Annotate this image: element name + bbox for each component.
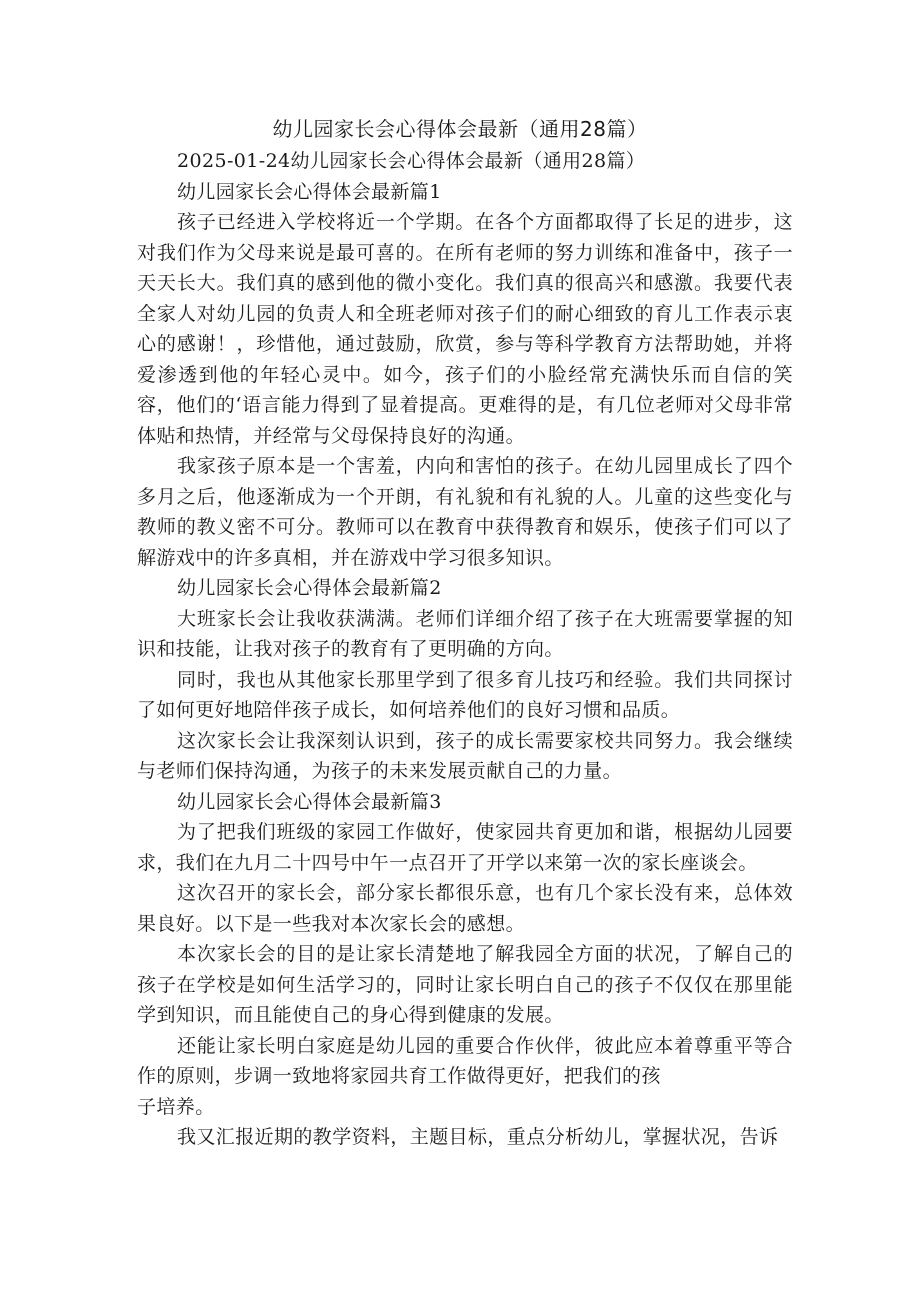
paragraph: 大班家长会让我收获满满。老师们详细介绍了孩子在大班需要掌握的知识和技能，让我对孩子的教育有了更明确的方向。 xyxy=(137,607,793,660)
paragraph: 孩子已经进入学校将近一个学期。在各个方面都取得了长足的进步，这对我们作为父母来说是最可喜的。在所有老师的努力训练和准备中，孩子一天天长大。我们真的感到他的微小变化。我们真的很高兴和感激。我要代表全家人对幼儿园的负责人和全班老师对孩子们的耐心细致的育儿工作表示衷心的感谢！，珍惜他，通过鼓励，欣赏，参与等科学教育方法帮助她，并将爱渗透到他的年轻心灵中。如今，孩子们的小脸经常充满快乐而自信的笑容，他们的‘语言能力得到了显着提高。更难得的是，有几位老师对父母非常体贴和热情，并经常与父母保持良好的沟通。 xyxy=(137,211,793,447)
section-heading-1: 幼儿园家长会心得体会最新篇1 xyxy=(177,180,442,203)
section-heading-2: 幼儿园家长会心得体会最新篇2 xyxy=(177,577,442,599)
paragraph-continuation: 子培养。 xyxy=(137,1095,215,1118)
paragraph: 这次召开的家长会，部分家长都很乐意，也有几个家长没有来，总体效果良好。以下是一些我对本次家长会的感想。 xyxy=(137,882,793,935)
section-heading-3: 幼儿园家长会心得体会最新篇3 xyxy=(177,790,442,813)
document-body xyxy=(137,146,793,1153)
paragraph: 还能让家长明白家庭是幼儿园的重要合作伙伴，彼此应本着尊重平等合作的原则，步调一致地将家园共育工作做得更好，把我们的孩 xyxy=(137,1034,793,1087)
paragraph: 同时，我也从其他家长那里学到了很多育儿技巧和经验。我们共同探讨了如何更好地陪伴孩子成长，如何培养他们的良好习惯和品质。 xyxy=(137,668,793,721)
document-title: 幼儿园家长会心得体会最新（通用28篇） xyxy=(272,117,648,141)
paragraph: 我家孩子原本是一个害羞，内向和害怕的孩子。在幼儿园里成长了四个多月之后，他逐渐成为一个开朗，有礼貌和有礼貌的人。儿童的这些变化与教师的教义密不可分。教师可以在教育中获得教育和娱乐，使孩子们可以了解游戏中的许多真相，并在游戏中学习很多知识。 xyxy=(137,455,793,569)
date-line: 2025-01-24幼儿园家长会心得体会最新（通用28篇） xyxy=(177,150,646,172)
paragraph: 为了把我们班级的家园工作做好，使家园共育更加和谐，根据幼儿园要求，我们在九月二十四号中午一点召开了开学以来第一次的家长座谈会。 xyxy=(137,821,793,874)
paragraph: 我又汇报近期的教学资料，主题目标，重点分析幼儿，掌握状况，告诉 xyxy=(177,1126,779,1148)
paragraph: 这次家长会让我深刻认识到，孩子的成长需要家校共同努力。我会继续与老师们保持沟通，为孩子的未来发展贡献自己的力量。 xyxy=(137,729,793,782)
paragraph: 本次家长会的目的是让家长清楚地了解我园全方面的状况，了解自己的孩子在学校是如何生活学习的，同时让家长明白自己的孩子不仅仅在那里能学到知识，而且能使自己的身心得到健康的发展。 xyxy=(137,943,793,1026)
